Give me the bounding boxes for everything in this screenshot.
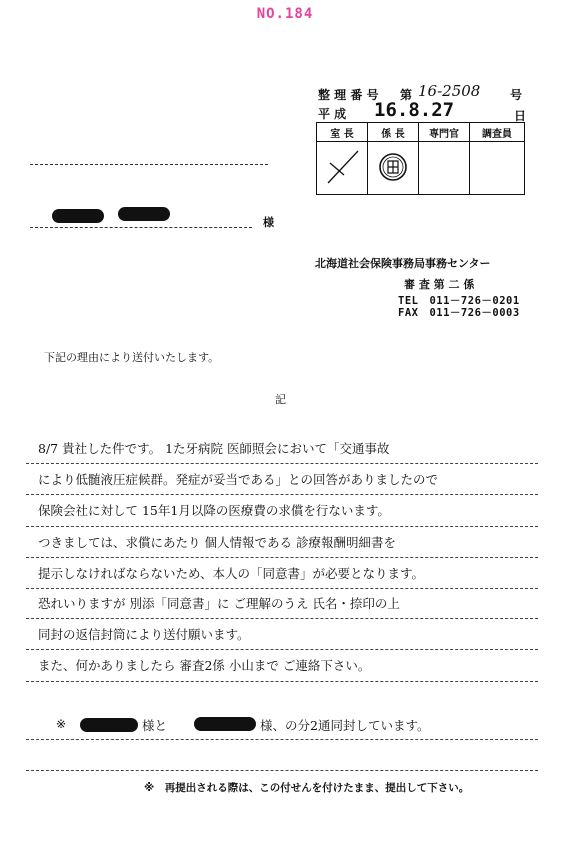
cc-redaction-1 <box>80 718 138 732</box>
body-rule-6 <box>26 618 538 619</box>
seiri-label: 整 理 番 号 <box>318 88 379 102</box>
recipient-redaction-1 <box>52 209 104 223</box>
body-line-2: により低髄液圧症候群。発症が妥当である」との回答がありましたので <box>38 472 439 487</box>
body-line-5: 提示しなければならないため、本人の「同意書」が必要となります。 <box>38 566 425 581</box>
recipient-line-bottom <box>30 227 252 228</box>
intro-text: 下記の理由により送付いたします。 <box>44 351 220 364</box>
approval-cell-chief <box>368 142 419 195</box>
approval-cell-investigator <box>470 142 525 195</box>
dai-label: 第 <box>400 88 413 102</box>
body-rule-9 <box>26 739 538 740</box>
cc-tail: 様、の分2通同封しています。 <box>260 718 430 733</box>
approval-cell-specialist <box>419 142 470 195</box>
recipient-redaction-2 <box>118 207 170 221</box>
day-label: 日 <box>514 109 527 123</box>
ki-label: 記 <box>275 393 286 406</box>
body-rule-3 <box>26 526 538 527</box>
body-line-1: 8/7 貴社した件です。 1た牙病院 医師照会において「交通事故 <box>38 441 390 456</box>
approval-header-chief: 係 長 <box>368 123 419 142</box>
cc-prefix: ※ <box>56 717 67 731</box>
go-label: 号 <box>510 88 523 102</box>
body-rule-10 <box>26 770 538 771</box>
approval-header-specialist: 専門官 <box>419 123 470 142</box>
approval-header-investigator: 調査員 <box>470 123 525 142</box>
sender-tel: TEL 011－726－0201 <box>398 295 520 307</box>
sender-fax: FAX 011－726－0003 <box>398 307 520 319</box>
body-rule-1 <box>26 463 538 464</box>
body-rule-4 <box>26 557 538 558</box>
body-line-3: 保険会社に対して 15年1月以降の医療費の求償を行ないます。 <box>38 503 390 518</box>
body-rule-8 <box>26 681 538 682</box>
sender-org: 北海道社会保険事務局事務センター <box>315 257 491 270</box>
recipient-line-top <box>30 164 268 165</box>
approval-cell-director <box>317 142 368 195</box>
body-line-7: 同封の返信封筒により送付願います。 <box>38 627 250 642</box>
date-value: 16.8.27 <box>374 99 455 121</box>
era-label: 平 成 <box>318 107 347 121</box>
seiri-number: 16-2508 <box>418 82 481 100</box>
approval-table <box>316 122 525 195</box>
body-line-6: 恐れいりますが 別添「同意書」に ご理解のうえ 氏名・捺印の上 <box>38 596 400 611</box>
recipient-honorific: 様 <box>263 216 274 229</box>
cc-redaction-2 <box>194 717 256 731</box>
document-number: NO.184 <box>256 6 314 22</box>
body-rule-5 <box>26 588 538 589</box>
stamp-check-mark-icon <box>320 145 364 189</box>
footer-note: ※ 再提出される際は、この付せんを付けたまま、提出して下さい。 <box>144 782 470 794</box>
approval-header-director: 室 長 <box>317 123 368 142</box>
body-rule-2 <box>26 494 538 495</box>
cc-mid: 様と <box>142 718 168 733</box>
personal-seal-icon <box>370 144 416 190</box>
body-line-4: つきましては、求償にあたり 個人情報である 診療報酬明細書を <box>38 535 396 550</box>
body-line-8: また、何かありましたら 審査2係 小山まで ご連絡下さい。 <box>38 658 371 673</box>
body-rule-7 <box>26 649 538 650</box>
sender-section: 審 査 第 二 係 <box>404 278 475 291</box>
